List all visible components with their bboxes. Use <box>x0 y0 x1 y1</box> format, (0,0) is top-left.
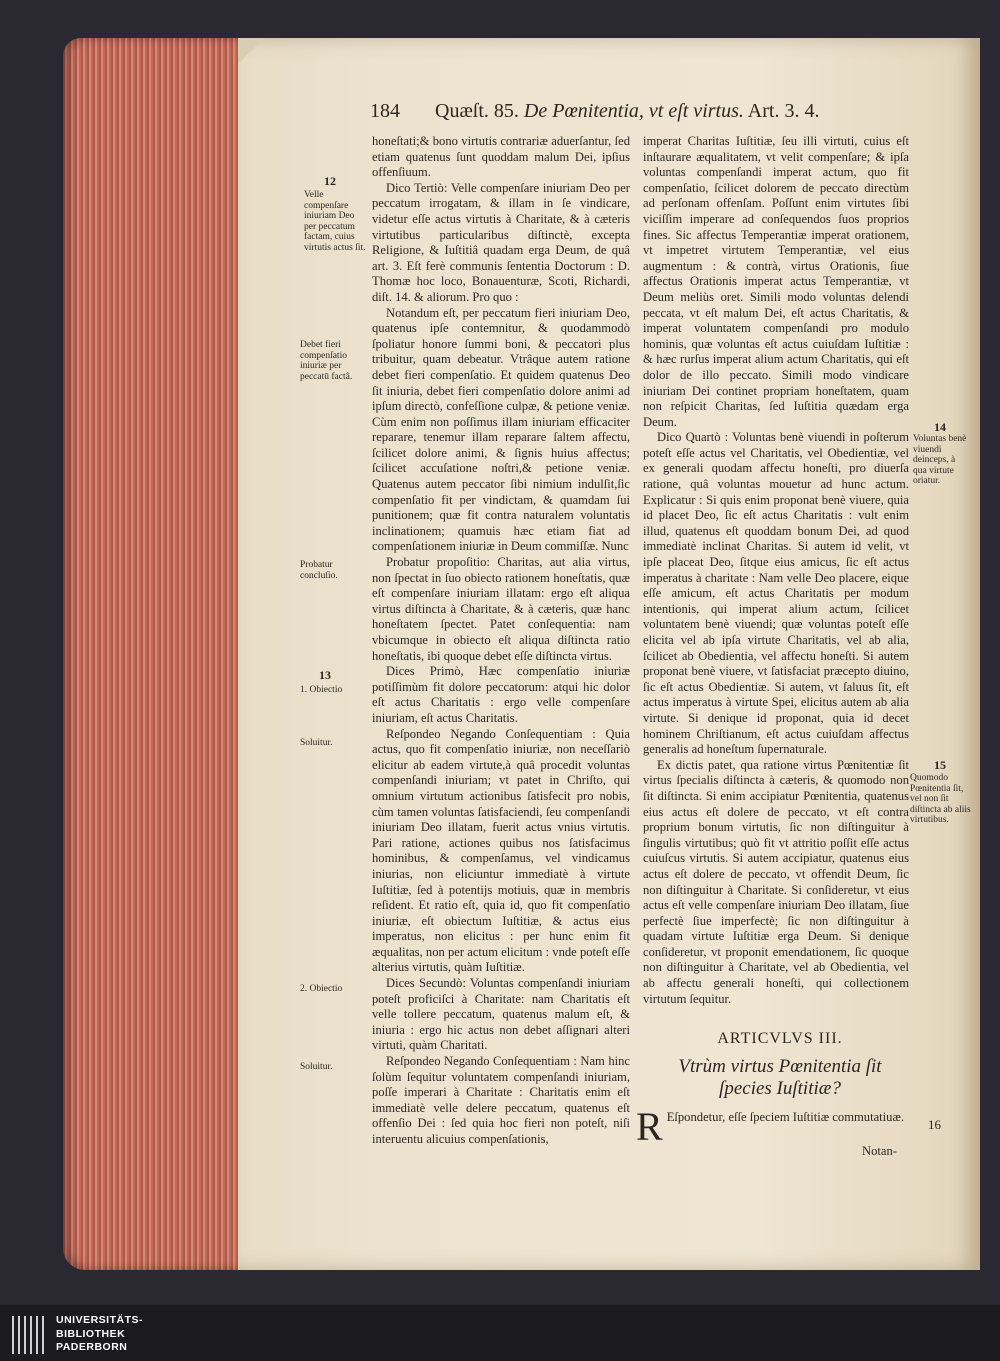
article-first-paragraph <box>636 1104 911 1149</box>
paragraph: Probatur propoſitio: Charitas, aut alia virtus, non ſpectat in ſuo obiecto rationem honeſtatis, quæ eſt compenſare iniuriam illatam: ergo eſt aliqua virtus diſtincta à Charitate, & à cæteris, quæ hanc honeſtatem ſpectet. Patet conſequentia: nam vbicumque in obiecto eſt aliqua diſtincta ratio honeſtatis, ibi quoque debet eſſe diſtincta virtus. <box>372 555 630 663</box>
paragraph: Reſpondeo Negando Conſequentiam : Nam hinc ſolùm ſequitur voluntatem compenſandi iniuriam, poſſe imperari à Charitate : Charitatis enim eſt immediatè velle delere peccatum, quatenus eſt offenſio Dei : ſed quia hoc fieri non poteſt, niſi interuentu alicuius compenſationis, <box>372 1054 630 1146</box>
library-logo-icon <box>10 1312 50 1358</box>
margin-number: 15 <box>934 758 946 772</box>
margin-note: Soluitur. <box>300 1062 333 1072</box>
catchword: Notan- <box>862 1144 897 1158</box>
article-number: Art. 3. 4. <box>747 100 820 122</box>
library-name-line: UNIVERSITÄTS- <box>56 1314 144 1326</box>
page-corner-fold <box>238 38 264 64</box>
margin-number: 12 <box>324 174 336 188</box>
running-title: De Pœnitentia, vt eſt virtus. <box>523 100 744 122</box>
right-text-column <box>643 134 909 1007</box>
margin-note: Debet fieri compenſatio iniuriæ per peccatū factâ. <box>300 340 353 382</box>
margin-note: Quomodo Pœnitentia ſit, vel non ſit diſtincta ab aliis virtutibus. <box>910 773 971 825</box>
margin-number: 16 <box>928 1117 941 1132</box>
margin-number: 14 <box>934 420 946 434</box>
article-title: Vtrùm virtus Pœnitentia ſit ſpecies Iuſtitiæ? <box>678 1056 882 1099</box>
library-name-line: BIBLIOTHEK <box>56 1327 126 1340</box>
article-body-text: Eſpondetur, eſſe ſpeciem Iuſtitiæ commutatiuæ. <box>666 1110 905 1124</box>
margin-number: 13 <box>319 668 331 682</box>
margin-note: 1. Obiectio <box>300 685 343 695</box>
left-text-column <box>372 134 630 1148</box>
margin-note: Probatur concluſio. <box>300 560 338 581</box>
margin-note: Velle compenſare iniuriam Deo per peccatum factam, cuius virtutis actus ſit. <box>304 190 366 253</box>
library-logo <box>10 1312 150 1358</box>
paragraph: Dico Quartò : Voluntas benè viuendi in poſterum poteſt eſſe actus vel Charitatis, vel Obedientiæ, vel ex generali quodam affectu honeſti, pro diuerſa ratione, quâ voluntas mouetur ad hunc actum. Explicatur : Si quis enim proponat benè viuere, quia id placet Deo, ſic eſt actus Charitatis : vult enim illud, quatenus eſt quoddam bonum Dei, ad quod immediatè inclinat Charitas. Si autem id velit, vt ipſe placeat Deo, ſitque eius amicus, ſic eſt actus imperatus à charitate : Nam velle Deo placere, eique eſſe amicum, eſt actus Charitatis per modum intentionis, qui imperat alium actum, ſcilicet voluntatem benè viuendi; quæ voluntas poteſt eſſe elicita vel ab ipſa virtute Charitatis, vel ab alia, ſcilicet ab Obedientia, vel affectu honeſti. Si autem proponat benè viuere, vt ſatisfaciat præcepto diuino, ſic eſt actus Obedientiæ. Si autem, vt ſaluus ſit, eſt actus imperatus à virtute Spei, elicitus autem ab alia virtute. Si denique id proponat, quia id decet hominem Chriſtianum, eſt actus cuiuſdam affectus generalis ad honeſtum ſupernaturale. <box>643 430 909 757</box>
paragraph: Dices Secundò: Voluntas compenſandi iniuriam poteſt proficiſci à Charitate: nam Charitatis eſt velle tollere peccatum, quatenus malum eſt, & iniuria : ergo hic actus non debet aſſignari alteri virtuti, quàm Charitati. <box>372 976 630 1053</box>
paragraph: Dico Tertiò: Velle compenſare iniuriam Deo per peccatum irrogatam, & illam in ſe vindicare, videtur eſſe actus virtutis à Charitate, & à cæteris virtutibus particularibus diſtinctè, excepta Religione, & Iuſtitiâ quadam erga Deum, de quâ art. 3. Eſt ferè communis ſententia Doctorum : D. Thomæ hoc loco, Bonauenturæ, Scoti, Richardi, diſt. 14. & aliorum. Pro quo : <box>372 180 630 304</box>
article-heading: ARTICVLVS III. <box>717 1030 843 1047</box>
paragraph: imperat Charitas Iuſtitiæ, ſeu illi virtuti, cuius eſt inſtaurare æqualitatem, vt velit compenſare; & ipſa voluntas compenſandi imperat actum, quo fit compenſatio, ſcilicet dolorem de peccato directùm ad perſonam offenſam. Poſſunt enim virtutes ſibi viciſſim imperare ad conſequendos ſuos proprios fines. Sic affectus Temperantiæ imperat orationem, vt impetret virtutem Temperantiæ, vel eius augmentum : & contrà, virtus Orationis, ſiue affectus Orationis imperat actus Temperantiæ, vt Deum meliùs oret. Simili modo voluntas delendi peccata, vt eſt malum Dei, eſt actus Charitatis, & imperat voluntatem compenſandi pro modulo hominis, quæ voluntas eſt actus cuiuſdam Iuſtitiæ : & hæc rurſus imperat alium actum Charitatis, qui eſt dolor de illo peccato. Simili modo vindicare iniuriam Dei continet propriam honeſtatem, quam non reſpicit Charitas, ſed Iuſtitia quædam erga Deum. <box>643 134 909 429</box>
paragraph: Reſpondeo Negando Conſequentiam : Quia actus, quo fit compenſatio iniuriæ, non neceſſariò elicitur ab eadem virtute,à quâ procedit voluntas compenſandi iniuriam; vt patet in Chriſto, qui omnium virtutum actionibus ſatisfecit pro nobis, cùm tamen voluntas ſatisfaciendi, ſeu compenſandi iniuriam Deo illatam, fuerit actus vnius virtutis. Pari ratione, actiones quibus nos ſatisfacimus hominibus, & compenſamus, vel vindicamus iniurias, non eliciuntur immediatè à virtute Iuſtitiæ, ſed à potentijs motiuis, quæ in membris reſident. Et ratio eſt, quia id, quo fit compenſatio iniuriæ, eſt obiectum Iuſtitiæ, & actus eius imperatus, non elicitus : per hunc enim fit æqualitas, non per actum elicitum : vnde poteſt eſſe alterius virtutis, quàm Iuſtitiæ. <box>372 726 630 975</box>
paragraph: Ex dictis patet, qua ratione virtus Pœnitentiæ ſit virtus ſpecialis diſtincta à cæteris, & quomodo non ſit diſtincta. Si enim accipiatur Pœnitentia, quatenus eius actus eſt dolere de peccato, vt eſt contra proprium bonum virtutis, ſic non diſtinguitur à ſingulis virtutibus; quò fit vt attritio poſſit eſſe actus cuiuſcus virtutis. Si autem accipiatur, quatenus eius actus eſt dolere de peccato, vt offendit Deum, ſic non diſtinguitur à Charitate. Si conſideretur, vt eius actus eſt velle compenſare iniuriam Deo illatam, ſiue perfectè ſiue imperfectè; ſic non diſtinguitur à quadam virtute Iuſtitiæ erga Deum. Si denique conſideretur, vt proponit emendationem, ſic quoque non diſtinguitur à Charitate, vel ab Obedientia, vel ab affectu generali honeſti, qui collectionem virtutum ſequitur. <box>643 757 909 1006</box>
paragraph: Dices Primò, Hæc compenſatio iniuriæ potiſſimùm fit dolore peccatorum: atqui hic dolor eſt actus Charitatis : ergo velle compenſare iniuriam, eſt actus Charitatis. <box>372 664 630 725</box>
paragraph: honeſtati;& bono virtutis contrariæ aduerſantur, ſed etiam quatenus ſunt quoddam malum Dei, ipſius offenſiuum. <box>372 134 630 180</box>
margin-note: 2. Obiectio <box>300 984 343 994</box>
margin-note: Voluntas benè viuendi deinceps, à qua virtute oriatur. <box>913 434 967 486</box>
question-number: Quæſt. 85. <box>435 100 519 122</box>
running-head <box>370 100 930 123</box>
library-name-line: PADERBORN <box>56 1341 128 1353</box>
page-number: 184 <box>370 100 400 122</box>
drop-cap: R <box>636 1104 663 1149</box>
book-fore-edge <box>63 38 241 1270</box>
paragraph: Notandum eſt, per peccatum fieri iniuriam Deo, quatenus ipſe contemnitur, & quodammodò ſpoliatur honore ſummi boni, & peccatori plus tribuitur, quam debeatur. Vtrâque autem ratione debet fieri compenſatio. Et quidem quatenus Deo ſit iniuria, debet fieri compenſatio dolore animi ad ipſum directò, confeſſione culpæ, & petione veniæ. Cùm enim non poſſimus illam iniuriam efficaciter reparare, tenemur illam reparare ſaltem affectu, ſcilicet dolore animi, & ſignis huius affectus; ſcilicet accuſatione noſtri,& petione veniæ. Quatenus autem peccator ſibi nimium indulſit,ſic compenſatio fit per vindictam, & quamdam ſui punitionem; quæ fit contra naturalem voluntatis inclinationem; quamuis hæc etiam fiat ad compenſationem iniuriæ in Deum commiſſæ. Nunc <box>372 305 630 554</box>
margin-note: Soluitur. <box>300 738 333 748</box>
library-name <box>56 1314 143 1355</box>
